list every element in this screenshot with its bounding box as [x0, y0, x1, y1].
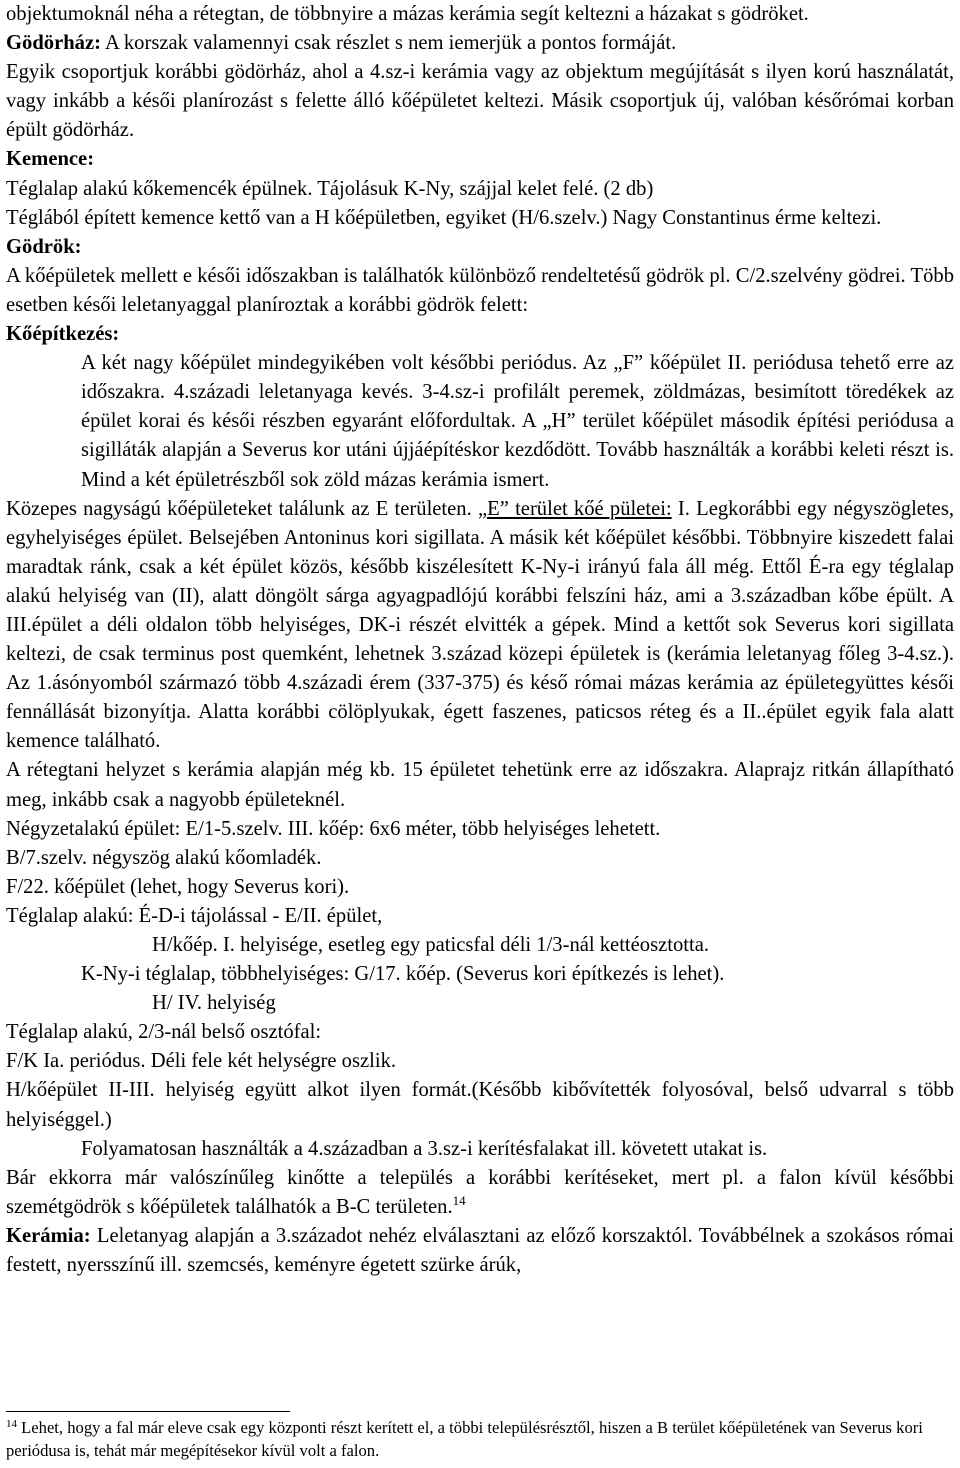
paragraph: Gödrök:	[6, 235, 82, 258]
paragraph: Négyzetalakú épület: E/1-5.szelv. III. kőép: 6x6 méter, több helyiséges lehetett.	[6, 817, 661, 840]
paragraph: Téglalap alakú, 2/3-nál belső osztófal:	[6, 1021, 322, 1044]
paragraph: Kerámia: Leletanyag alapján a 3.századot nehéz elválasztani az előző korszaktól. Továbbélnek a szokásos római festett, nyersszínű ill. szemcsés, keményre égetett szürke árúk,	[6, 1224, 954, 1277]
paragraph: F/K Ia. periódus. Déli fele két helységre oszlik.	[6, 1050, 397, 1073]
paragraph: Folyamatosan használták a 4.században a 3.sz-i kerítésfalakat ill. követett utakat is.	[81, 1137, 768, 1160]
footnote-separator	[6, 1411, 290, 1412]
paragraph: H/ IV. helyiség	[152, 992, 276, 1015]
paragraph: Kőépítkezés:	[6, 323, 120, 346]
footnote	[6, 1416, 954, 1462]
paragraph: Téglalap alakú: É-D-i tájolással - E/II. épület,	[6, 904, 383, 927]
paragraph: Kemence:	[6, 148, 95, 171]
footnote-number: 14	[6, 1418, 17, 1430]
paragraph: Téglalap alakú kőkemencék épülnek. Tájolásuk K-Ny, szájjal kelet felé. (2 db)	[6, 177, 654, 200]
paragraph: B/7.szelv. négyszög alakú kőomladék.	[6, 846, 322, 869]
paragraph: H/kőép. I. helyisége, esetleg egy paticsfal déli 1/3-nál kettéosztotta.	[152, 934, 709, 956]
document-body	[6, 0, 954, 1280]
paragraph: A rétegtani helyzet s kerámia alapján még kb. 15 épületet tehetünk erre az időszakra. Alaprajz ritkán állapítható meg, inkább csak a nagyobb épületeknél.	[6, 759, 954, 811]
paragraph: Bár ekkorra már valószínűleg kinőtte a település a korábbi kerítéseket, mert pl. a falon kívül későbbi szemétgödrök s kőépületek találhatók a B-C területen.$^{14}$	[6, 1166, 954, 1218]
paragraph: K-Ny-i téglalap, többhelyiséges: G/17. kőép. (Severus kori építkezés is lehet).	[81, 963, 725, 986]
paragraph: objektumoknál néha a rétegtan, de többnyire a mázas kerámia segít keltezni a házakat s gödröket.	[6, 3, 809, 25]
paragraph: Egyik csoportjuk korábbi gödörház, ahol a 4.sz-i kerámia vagy az objektum megújítását s ilyen korú használatát, vagy inkább a késői planírozást s felette álló kőépületet keltezi. Másik csoportjuk új, valóban későrómai korban épült gödörház.	[6, 61, 954, 142]
footnote-text: Lehet, hogy a fal már eleve csak egy központi részt kerített el, a többi településrésztől, hiszen a B terület kőépületének van Severus kori periódusa is, tehát már megépítésekor kívül volt a falon.	[6, 1418, 923, 1460]
paragraph: A kőépületek mellett e késői időszakban is találhatók különböző rendeltetésű gödrök pl. C/2.szelvény gödrei. Több esetben késői leletanyaggal planíroztak a korábbi gödrök felett:	[6, 264, 954, 316]
paragraph: H/kőépület II-III. helyiség együtt alkot ilyen formát.(Később kibővítették folyosóval, belső udvarral s több helyiséggel.)	[6, 1079, 954, 1131]
paragraph: Téglából épített kemence kettő van a H kőépületben, egyiket (H/6.szelv.) Nagy Constantinus érme keltezi.	[6, 206, 882, 229]
paragraph: Közepes nagyságú kőépületeket találunk az E területen. „E” terület kőé pületei: I. Legkorábbi egy négyszögletes, egyhelyiséges épület. Belsejében Antoninus kori sigillata. A másik két kőépület későbbi. Többnyire kiszedett falai maradtak ránk, csak a két épület közös, később kiszélesített K-Ny-i irányú fala áll még. Ettől É-ra egy téglalap alakú helyiség van (II), alatt döngölt sárga agyagpadlójú korábbi felszíni ház, ami a 3.században kőbe épült. A III.épület a déli oldalon több helyiséges, DK-i részét elvitték a gépek. Mind a kettőt sok Severus kori sigillata keltezi, de csak terminus post quemként, lehetnek 3.század közepi épületek is (kerámia leletanyag főleg 3-4.sz.). Az 1.ásónyomból származó több 4.századi érem (337-375) és késő római mázas kerámia az épületegyüttes késői fennállását bizonyítja. Alatta korábbi cölöplyukak, égett faszenes, paticsos réteg és a II..épület egyik fala alatt kemence található.	[6, 497, 954, 753]
paragraph: F/22. kőépület (lehet, hogy Severus kori).	[6, 875, 350, 898]
paragraph: Gödörház: A korszak valamennyi csak részlet s nem iemerjük a pontos formáját.	[6, 32, 677, 55]
paragraph: A két nagy kőépület mindegyikében volt későbbi periódus. Az „F” kőépület II. periódusa tehető erre az időszakra. 4.századi leletanyaga kevés. 3-4.sz-i profilált peremek, zöldmázas, besimított töredékek az épület korai és késői részben egyaránt előfordultak. A „H” terület kőépület második építési periódusa a sigilláták alapján a Severus kor utáni újjáépítéskor kezdődött. Tovább használták a korábbi keleti részt is. Mind a két épületrészből sok zöld mázas kerámia ismert.	[81, 352, 954, 491]
